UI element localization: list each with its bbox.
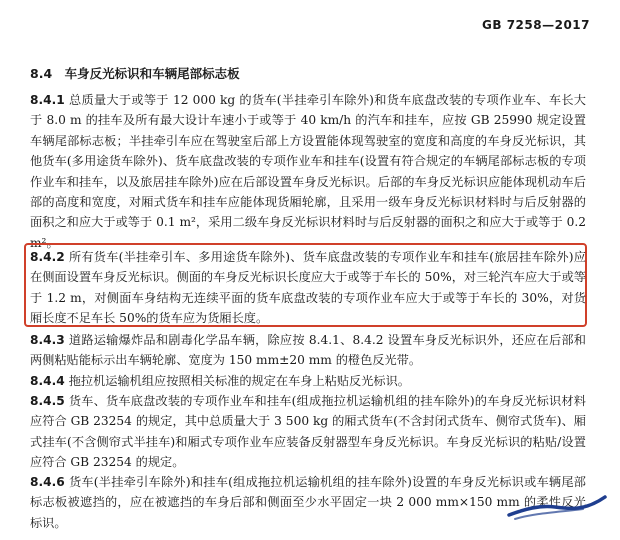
- clause-8-4-3: [30, 330, 586, 371]
- clause-text: 所有货车(半挂牵引车、多用途货车除外)、货车底盘改装的专项作业车和挂车(旅居挂车除外)应在侧面设置车身反光标识。侧面的车身反光标识长度应大于或等于车长的 50%，对三轮汽车应大于或等于 1.2 m，对侧面车身结构无连续平面的货车底盘改装的专项作业车应大于或等于车长的 30%，对货厢长度不足车长 50%的货车应为货厢长度。: [30, 250, 586, 326]
- clause-text: 拖拉机运输机组应按照相关标准的规定在车身上粘贴反光标识。: [68, 374, 410, 388]
- clause-8-4-2: [30, 247, 586, 329]
- clause-8-4-6: [30, 472, 586, 533]
- clause-number: 8.4.1: [30, 93, 65, 107]
- clause-number: 8.4.3: [30, 333, 65, 347]
- standard-number: GB 7258—2017: [482, 18, 590, 32]
- clause-number: 8.4.4: [30, 374, 65, 388]
- clause-text: 货车(半挂牵引车除外)和挂车(组成拖拉机运输机组的挂车除外)设置的车身反光标识或车辆尾部标志板被遮挡的，应在被遮挡的车身后部和侧面至少水平固定一块 2 000 mm×150 mm 的柔性反光标识。: [30, 475, 586, 530]
- clause-8-4-5: [30, 391, 586, 473]
- clause-text: 道路运输爆炸品和剧毒化学品车辆，除应按 8.4.1、8.4.2 设置车身反光标识外，还应在后部和两侧粘贴能标示出车辆轮廓、宽度为 150 mm±20 mm 的橙色反光带。: [30, 333, 586, 368]
- section-heading: 8.4 车身反光标识和车辆尾部标志板: [30, 66, 240, 81]
- pen-stroke-mark: [505, 493, 610, 523]
- clause-text: 货车、货车底盘改装的专项作业车和挂车(组成拖拉机运输机组的挂车除外)的车身反光标识材料应符合 GB 23254 的规定，其中总质量大于 3 500 kg 的厢式货车(不含封闭式货车、侧帘式货车)、厢式挂车(不含侧帘式半挂车)和厢式专项作业车应装备反射器型车身反光标识。车身反光标识的粘贴/设置应符合 GB 23254 的规定。: [30, 394, 586, 470]
- clause-text: 总质量大于或等于 12 000 kg 的货车(半挂牵引车除外)和货车底盘改装的专项作业车、车长大于 8.0 m 的挂车及所有最大设计车速小于或等于 40 km/h 的汽车和挂车，应按 GB 25990 规定设置车辆尾部标志板；半挂牵引车应在驾驶室后部上方设置能体现驾驶室的宽度和高度的车身反光标识，其他货车(多用途货车除外)、货车底盘改装的专项作业车和挂车(设置有符合规定的车辆尾部标志板的专项作业车和挂车，以及旅居挂车除外)应在后部设置车身反光标识。后部的车身反光标识应能体现机动车后部的高度和宽度，对厢式货车和挂车应能体现货厢轮廓，且采用一级车身反光标识材料时与后反射器的面积之和应大于或等于 0.1 m²，采用二级车身反光标识材料时与后反射器的面积之和应大于或等于 0.2 m²。: [30, 93, 586, 250]
- clause-8-4-4: [30, 371, 586, 391]
- clause-8-4-1: [30, 90, 586, 253]
- clause-number: 8.4.6: [30, 475, 65, 489]
- clause-number: 8.4.2: [30, 250, 65, 264]
- clause-number: 8.4.5: [30, 394, 65, 408]
